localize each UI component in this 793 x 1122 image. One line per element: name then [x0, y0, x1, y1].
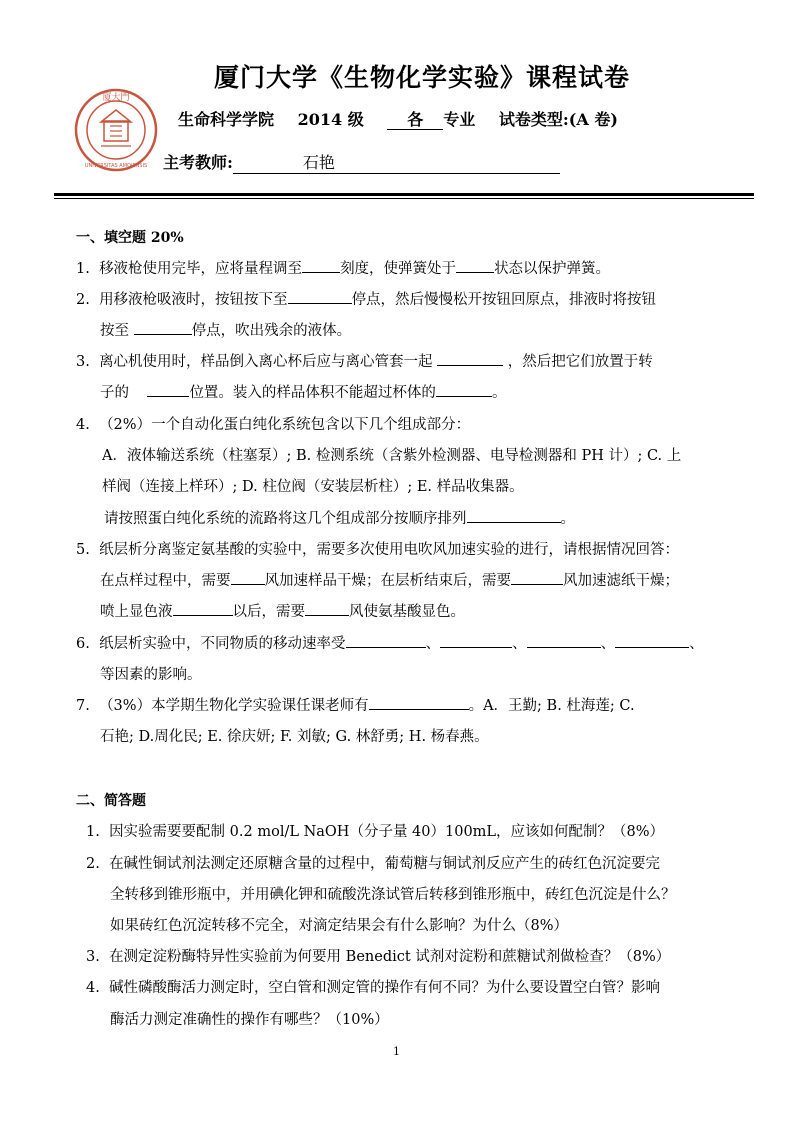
- header-divider-thin: [54, 198, 754, 199]
- exam-title: 厦门大学《生物化学实验》课程试卷: [214, 63, 631, 92]
- seal-top-text: 厦大門: [102, 93, 130, 103]
- q1-3: 3. 离心机使用时，样品倒入离心杯后应与离心管套一起 ，然后把它们放置于转: [76, 350, 653, 371]
- teacher-name: 石艳: [233, 150, 560, 174]
- q1-6-cont: 等因素的影响。: [100, 667, 202, 683]
- q1-5-cont2: 喷上显色液 以后，需要 风使氨基酸显色。: [100, 600, 465, 621]
- paper-type: 试卷类型:(A 卷): [498, 110, 618, 129]
- q1-4: 4. （2%）一个自动化蛋白纯化系统包含以下几个组成部分：: [76, 417, 471, 433]
- q1-7-cont: 石艳; D.周化民; E. 徐庆妍; F. 刘敏; G. 林舒勇; H. 杨春燕。: [100, 729, 489, 745]
- college-name: 生命科学学院: [178, 110, 275, 129]
- q2-3: 3. 在测定淀粉酶特异性实验前为何要用 Benedict 试剂对淀粉和蔗糖试剂做检查？（8%）: [86, 949, 671, 965]
- q2-4: 4. 碱性磷酸酶活力测定时，空白管和测定管的操作有何不同？为什么要设置空白管？影响: [86, 980, 661, 996]
- q1-4-options-b: 样阀（连接上样环）; D. 柱位阀（安装层析柱）; E. 样品收集器。: [102, 479, 524, 495]
- q2-1: 1. 因实验需要要配制 0.2 mol/L NaOH（分子量 40）100mL，应该如何配制？（8%）: [86, 824, 665, 840]
- q1-4-prompt: 请按照蛋白纯化系统的流路将这几个组成部分按顺序排列 。: [104, 507, 575, 528]
- q1-4-options-a: A．液体输送系统（柱塞泵）; B. 检测系统（含紫外检测器、电导检测器和 PH 计）; C. 上: [102, 448, 682, 464]
- q2-2: 2. 在碱性铜试剂法测定还原糖含量的过程中，葡萄糖与铜试剂反应产生的砖红色沉淀要完: [86, 856, 661, 872]
- q1-2-cont: 按至 停点，吹出残余的液体。: [100, 319, 351, 340]
- q2-2-cont2: 如果砖红色沉淀转移不完全，对滴定结果会有什么影响？为什么（8%）: [110, 918, 569, 934]
- q2-2-cont1: 全转移到锥形瓶中，并用碘化钾和硫酸洗涤试管后转移到锥形瓶中，砖红色沉淀是什么？: [110, 887, 676, 903]
- q1-2: 2. 用移液枪吸液时，按钮按下至 停点，然后慢慢松开按钮回原点，排液时将按钮: [76, 288, 656, 309]
- section2-heading: 二、简答题: [76, 793, 146, 809]
- q1-1: 1. 移液枪使用完毕，应将量程调至 刻度，使弹簧处于 状态以保护弹簧。: [76, 257, 610, 278]
- teacher-label: 主考教师:: [163, 153, 233, 172]
- q2-4-cont: 酶活力测定准确性的操作有哪些？（10%）: [110, 1012, 389, 1028]
- major-suffix: 专业: [443, 110, 476, 129]
- page-number: 1: [393, 1045, 400, 1058]
- teacher-row: [163, 150, 560, 174]
- exam-info-row: [178, 107, 618, 130]
- seal-bottom-text: UNIVERSITAS AMOIENSIS: [84, 163, 148, 169]
- section1-heading: 一、填空题 20%: [76, 230, 184, 246]
- major-value: 各: [387, 111, 443, 130]
- q1-7: 7. （3%）本学期生物化学实验课任课老师有 。A．王勤; B. 杜海莲; C.: [76, 694, 635, 715]
- q1-5: 5. 纸层析分离鉴定氨基酸的实验中，需要多次使用电吹风加速实验的进行，请根据情况回答：: [76, 542, 680, 558]
- header-divider-thick: [54, 193, 754, 196]
- university-seal-icon: [74, 88, 158, 172]
- q1-3-cont: 子的 位置。装入的样品体积不能超过杯体的 。: [100, 381, 506, 402]
- q1-5-cont1: 在点样过程中，需要 风加速样品干燥；在层析结束后，需要 风加速滤纸干燥；: [100, 569, 679, 590]
- q1-6: 6. 纸层析实验中，不同物质的移动速率受 、 、 、 、: [76, 632, 704, 653]
- grade: 2014 级: [297, 110, 364, 129]
